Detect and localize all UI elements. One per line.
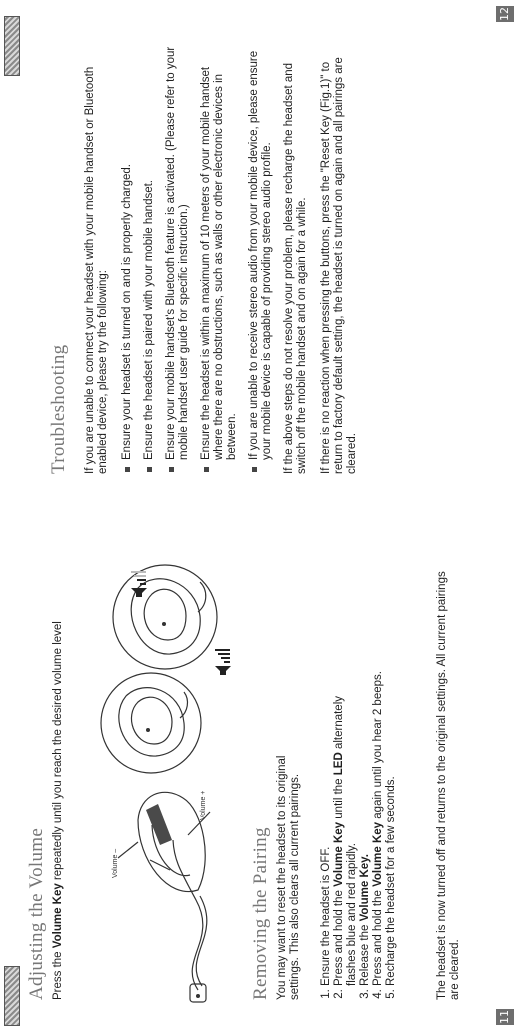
pairing-step-5 [385,660,398,986]
page-number-11: 11 [496,1009,514,1025]
bullet-icon [252,467,257,472]
troubleshooting-item [143,34,156,474]
volume-up-icon [128,568,150,598]
troubleshooting-item [121,34,134,474]
pairing-steps [320,660,398,1000]
step-4-post: again until you hear 2 beeps. [372,671,384,822]
bullet-icon [204,467,209,472]
bullet-icon [147,467,152,472]
step-2-post: until the [333,775,345,822]
bullet-icon [169,467,174,472]
volume-down-icon [212,646,234,676]
page-11 [0,514,514,1028]
step-2-pre: Press and hold the [333,886,345,986]
troubleshooting-list [121,34,274,474]
page-number-12: 12 [496,6,514,22]
troubleshooting-item-text: Ensure your headset is turned on and is properly charged. [121,164,133,460]
bullet-icon [125,467,130,472]
troubleshooting-item-text: Ensure the headset is within a maximum of 10 meters of your mobile handset where there are no obstructions, such as walls or other electronic devices in between. [200,66,238,460]
pairing-heading: Removing the Pairing [250,827,271,1000]
volume-heading: Adjusting the Volume [26,827,47,1000]
volume-instruction [52,621,65,1000]
troubleshooting-intro: If you are unable to connect your headset with your mobile handset or Bluetooth enabled device, please try the following: [84,66,109,474]
pairing-closing: The headset is now turned off and returns to the original settings. All current pairings are cleared. [436,571,461,1000]
volume-minus-label: Volume – [112,848,119,878]
pairing-step-3 [359,660,372,986]
step-2-key: Volume Key [333,821,345,887]
volume-instruction-suffix: repeatedly until you reach the desired volume level [52,621,64,884]
troubleshooting-heading: Troubleshooting [48,344,69,474]
troubleshooting-item [248,34,274,474]
step-5-text: Recharge the headset for a few seconds. [385,776,397,986]
language-band [4,16,20,76]
troubleshooting-item-text: If you are unable to receive stereo audio from your mobile device, please ensure your mobile device is capable of providing stereo audio profile. [248,50,273,460]
step-2-led: LED [333,752,345,776]
step-1-text: Ensure the headset is OFF. [320,846,332,986]
volume-key-bold: Volume Key [52,883,64,949]
troubleshooting-item-text: Ensure the headset is paired with your mobile handset. [143,180,155,460]
earbud-illustration-1 [96,668,206,778]
step-4-pre: Press and hold the [372,886,384,986]
volume-instruction-prefix: Press the [52,948,64,1000]
earbud-illustration-2 [108,559,223,674]
troubleshooting-item [165,34,191,474]
troubleshooting-item [200,34,239,474]
troubleshooting-para-2: If there is no reaction when pressing the buttons, press the "Reset Key (Fig.1)" to return to factory default setting, the headset is turned on again and all pairings are cleared. [320,57,358,474]
pairing-step-2 [333,660,359,986]
volume-plus-label: Volume + [200,790,207,820]
troubleshooting-item-text: Ensure your mobile handset's Bluetooth feature is activated. (Please refer to your mobile handset user guide for specific instruction.) [165,46,190,460]
step-3-key: Volume Key. [359,854,371,922]
troubleshooting-content [84,34,370,474]
pairing-step-1 [320,660,333,986]
step-4-key: Volume Key [372,821,384,887]
troubleshooting-para-1: If the above steps do not resolve your problem, please recharge the headset and switch off the mobile handset and on again for a while. [283,62,308,474]
pairing-intro: You may want to reset the headset to its original settings. This also clears all current pairings. [276,755,301,1000]
language-band [4,966,20,1026]
pairing-step-4 [372,660,385,986]
step-2-post2: alternately flashes blue and red rapidly. [333,695,358,986]
step-3-pre: Release the [359,921,371,986]
